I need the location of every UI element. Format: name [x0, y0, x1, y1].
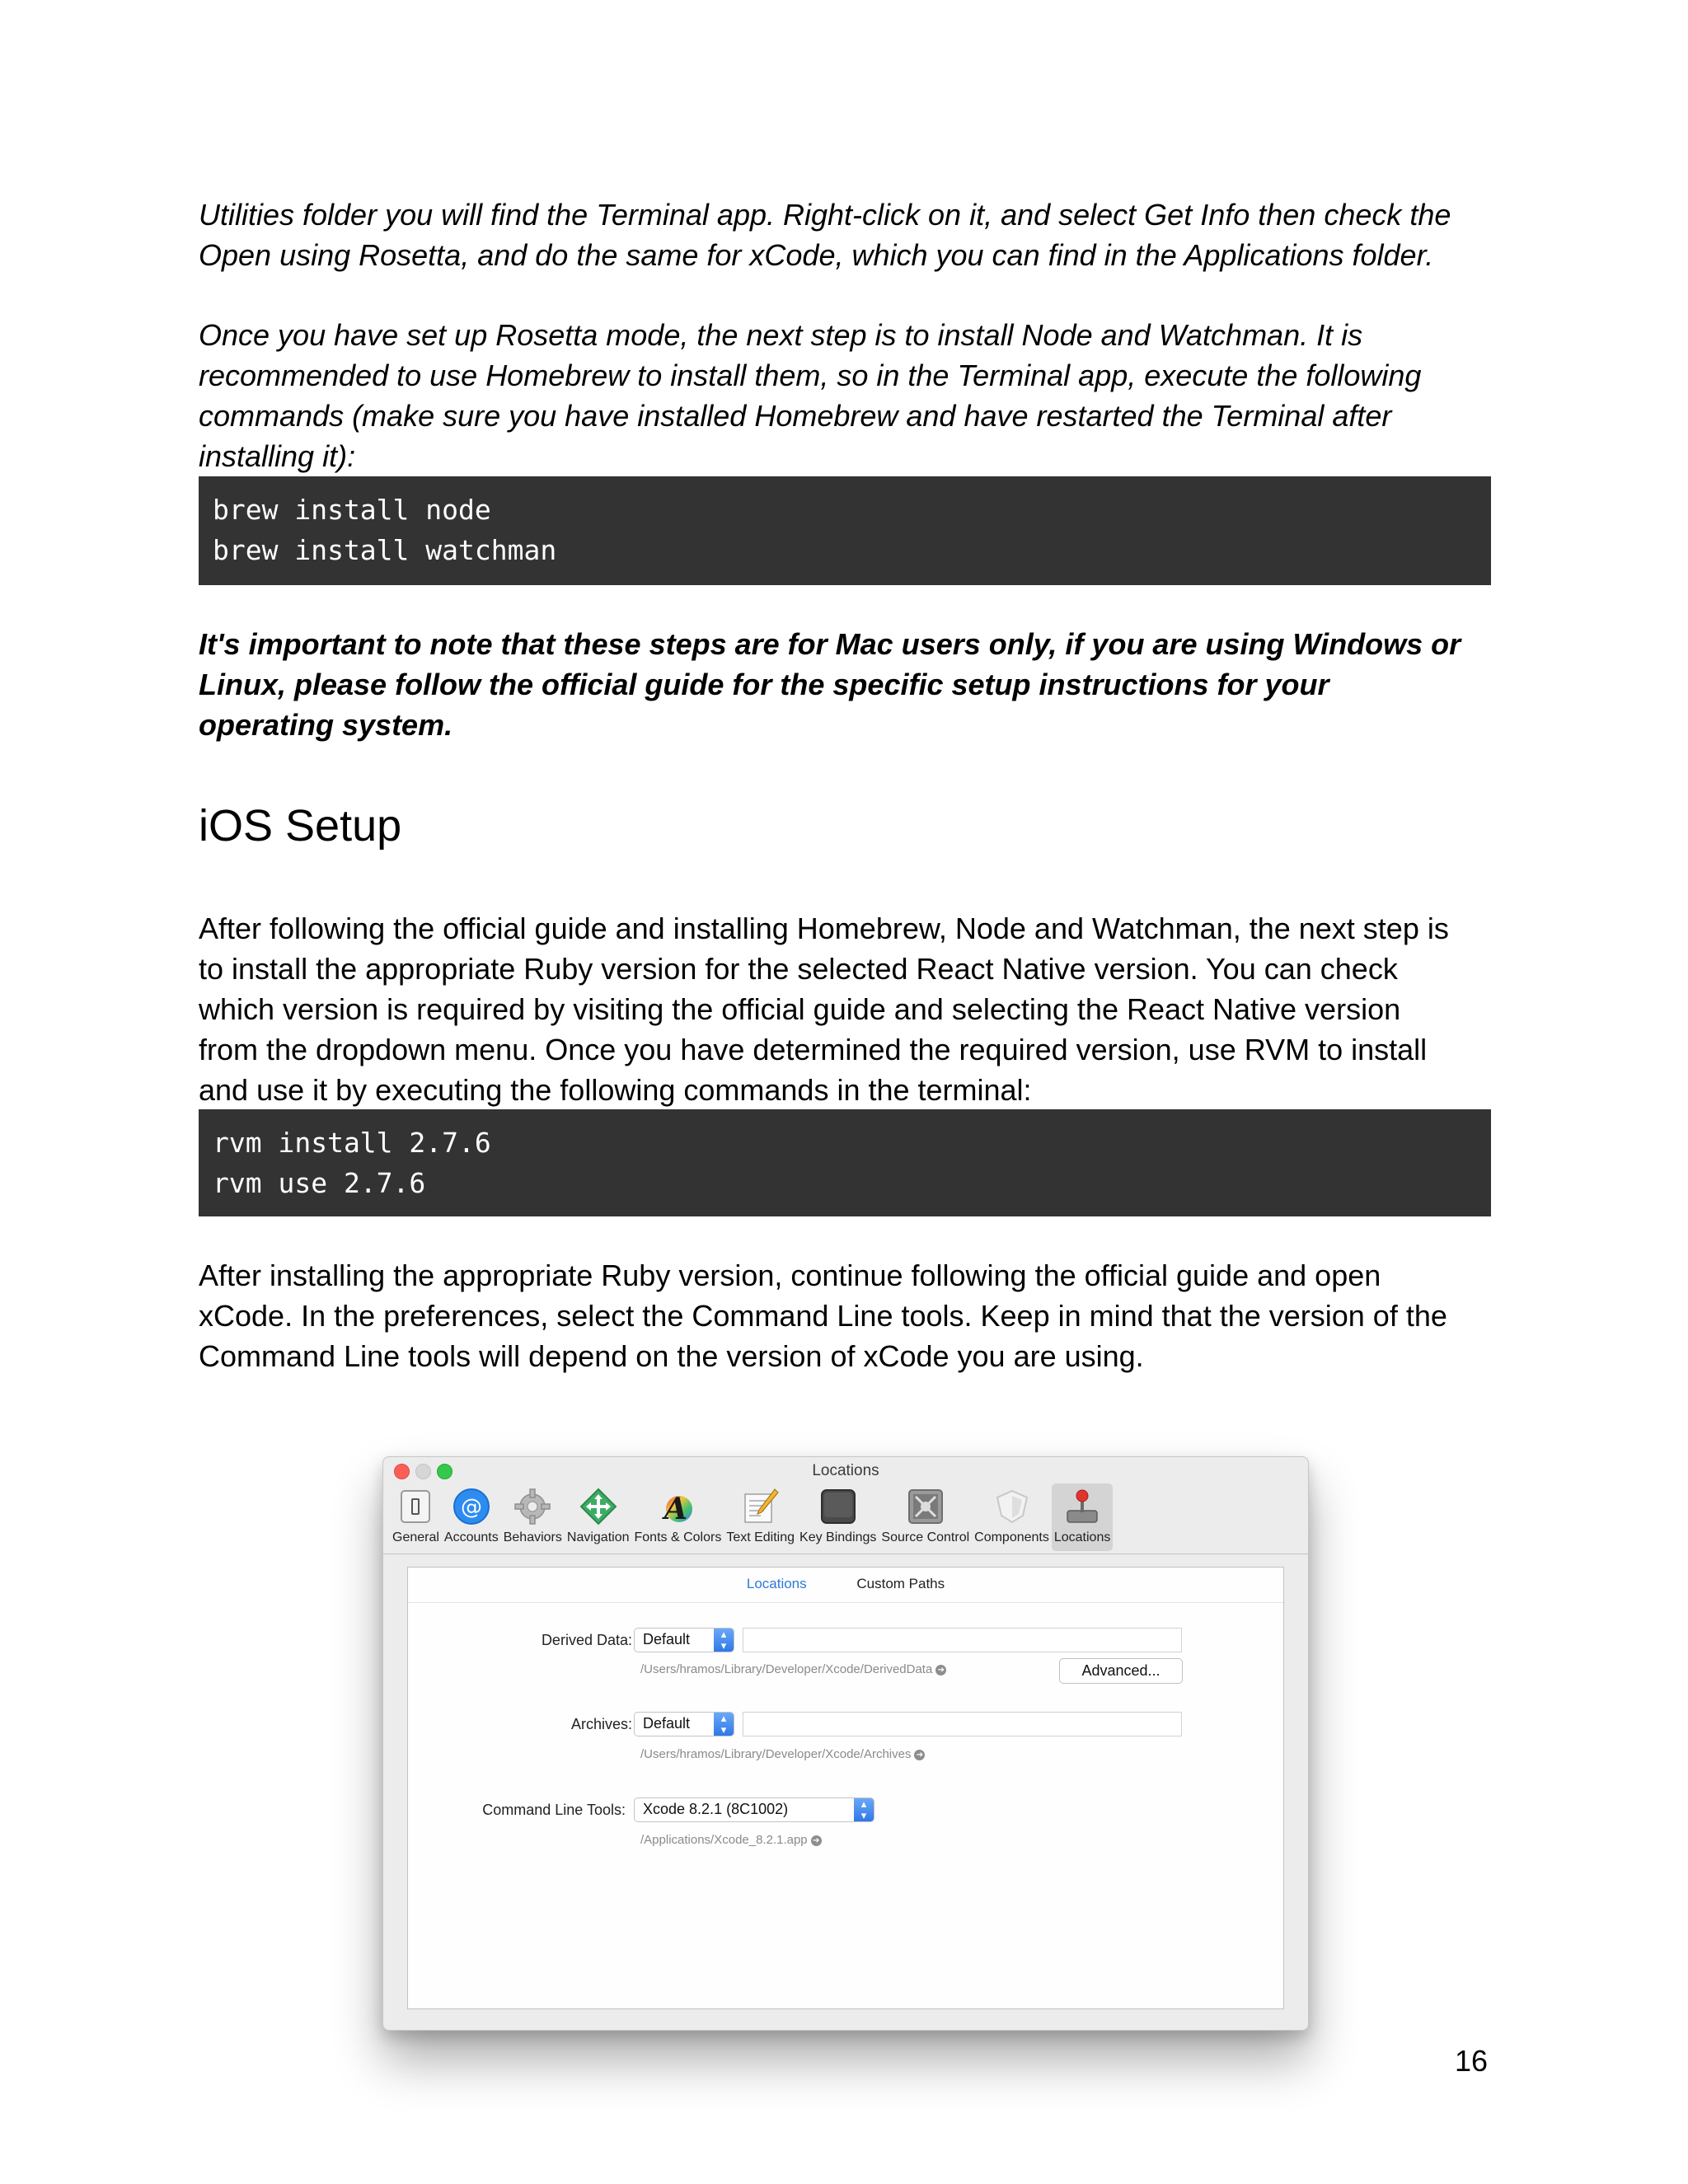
paragraph-command-line-tools: After installing the appropriate Ruby version, continue following the official guide and open xCode. In the preferences, select the Command Line tools. Keep in mind that the version of the Command Line tools will depend on the version of xCode you are using. [199, 1258, 1447, 1373]
popup-arrows-icon: ▴ ▾ [854, 1798, 874, 1821]
paragraph-install-node: Once you have set up Rosetta mode, the next step is to install Node and Watchman. It is recommended to use Homebrew to install them, so in the Terminal app, execute the following commands (make sure you have installed Homebrew and have restarted the Terminal after installing it): [199, 318, 1422, 473]
archives-popup[interactable]: Default ▴ ▾ [634, 1712, 734, 1736]
page-number: 16 [1455, 2044, 1489, 2078]
code-block-brew [199, 476, 1491, 585]
tabs-divider [408, 1602, 1283, 1603]
toolbar-item-components[interactable]: Components [972, 1483, 1052, 1551]
code-line: rvm install 2.7.6 [213, 1127, 491, 1159]
command-line-tools-popup[interactable]: Xcode 8.2.1 (8C1002) ▴ ▾ [634, 1797, 874, 1822]
preferences-toolbar [390, 1483, 1113, 1554]
code-line: rvm use 2.7.6 [213, 1167, 426, 1199]
archives-path: /Users/hramos/Library/Developer/Xcode/Archives ➔ [640, 1747, 925, 1761]
reveal-arrow-icon[interactable]: ➔ [935, 1665, 946, 1675]
toolbar-item-behaviors[interactable]: Behaviors [501, 1483, 565, 1551]
toolbar-item-navigation[interactable]: Navigation [565, 1483, 632, 1551]
command-line-tools-label: Command Line Tools: [482, 1802, 626, 1818]
reveal-arrow-icon[interactable]: ➔ [914, 1750, 925, 1760]
option-key-icon [818, 1487, 858, 1526]
paragraph-ruby-version: After following the official guide and installing Homebrew, Node and Watchman, the next step is to install the appropriate Ruby version for the selected React Native version. You can check which version is required by visiting the official guide and selecting the React Native version from the dropdown menu. Once you have determined the required version, use RVM to install and use it by executing the following commands in the terminal: [199, 912, 1449, 1107]
paragraph-rosetta-terminal: Utilities folder you will find the Terminal app. Right-click on it, and select Get Info then check the Open using Rosetta, and do the same for xCode, which you can find in the Applications folder. [199, 198, 1451, 272]
source-control-icon [906, 1487, 945, 1526]
code-line: brew install node [213, 494, 491, 526]
toolbar-item-text-editing[interactable]: Text Editing [724, 1483, 797, 1551]
derived-data-label: Derived Data: [541, 1632, 632, 1648]
archives-path-field[interactable] [743, 1712, 1182, 1736]
font-color-icon [658, 1487, 697, 1526]
svg-text:A: A [664, 1492, 688, 1526]
general-icon [396, 1487, 435, 1526]
shield-icon [992, 1487, 1032, 1526]
popup-arrows-icon: ▴ ▾ [714, 1713, 734, 1736]
locations-panel [407, 1567, 1284, 2009]
toolbar-item-accounts[interactable]: @ Accounts [442, 1483, 501, 1551]
code-line: brew install watchman [213, 534, 557, 566]
command-line-tools-path: /Applications/Xcode_8.2.1.app ➔ [640, 1833, 822, 1847]
derived-data-path: /Users/hramos/Library/Developer/Xcode/DerivedData ➔ [640, 1662, 946, 1676]
segmented-tabs [408, 1576, 1283, 1592]
joystick-icon [1062, 1487, 1102, 1526]
archives-label: Archives: [570, 1716, 632, 1732]
at-sign-icon [452, 1487, 491, 1526]
code-block-rvm [199, 1109, 1491, 1216]
xcode-preferences-window [382, 1456, 1309, 2031]
reveal-arrow-icon[interactable]: ➔ [811, 1835, 822, 1846]
derived-data-popup[interactable]: Default ▴ ▾ [634, 1628, 734, 1652]
gear-icon [513, 1487, 552, 1526]
window-title: Locations [812, 1462, 879, 1479]
note-mac-only: It's important to note that these steps are for Mac users only, if you are using Windows or Linux, please follow the official guide for the specific setup instructions for your operating system. [199, 627, 1461, 742]
navigation-arrows-icon [579, 1487, 618, 1526]
toolbar-item-general[interactable]: General [390, 1483, 442, 1551]
derived-data-path-field[interactable] [743, 1628, 1182, 1652]
svg-text:@: @ [460, 1495, 482, 1520]
advanced-button[interactable]: Advanced... [1059, 1658, 1183, 1684]
tab-locations[interactable]: Locations [746, 1576, 807, 1591]
popup-arrows-icon: ▴ ▾ [714, 1629, 734, 1652]
section-heading: iOS Setup [199, 801, 402, 851]
toolbar-item-locations[interactable]: Locations [1052, 1483, 1114, 1551]
tab-custom-paths[interactable]: Custom Paths [856, 1576, 945, 1591]
toolbar-item-key-bindings[interactable]: Key Bindings [797, 1483, 879, 1551]
toolbar-item-source-control[interactable]: Source Control [879, 1483, 972, 1551]
toolbar-item-fonts-colors[interactable]: A Fonts & Colors [632, 1483, 724, 1551]
pencil-page-icon [741, 1487, 781, 1526]
